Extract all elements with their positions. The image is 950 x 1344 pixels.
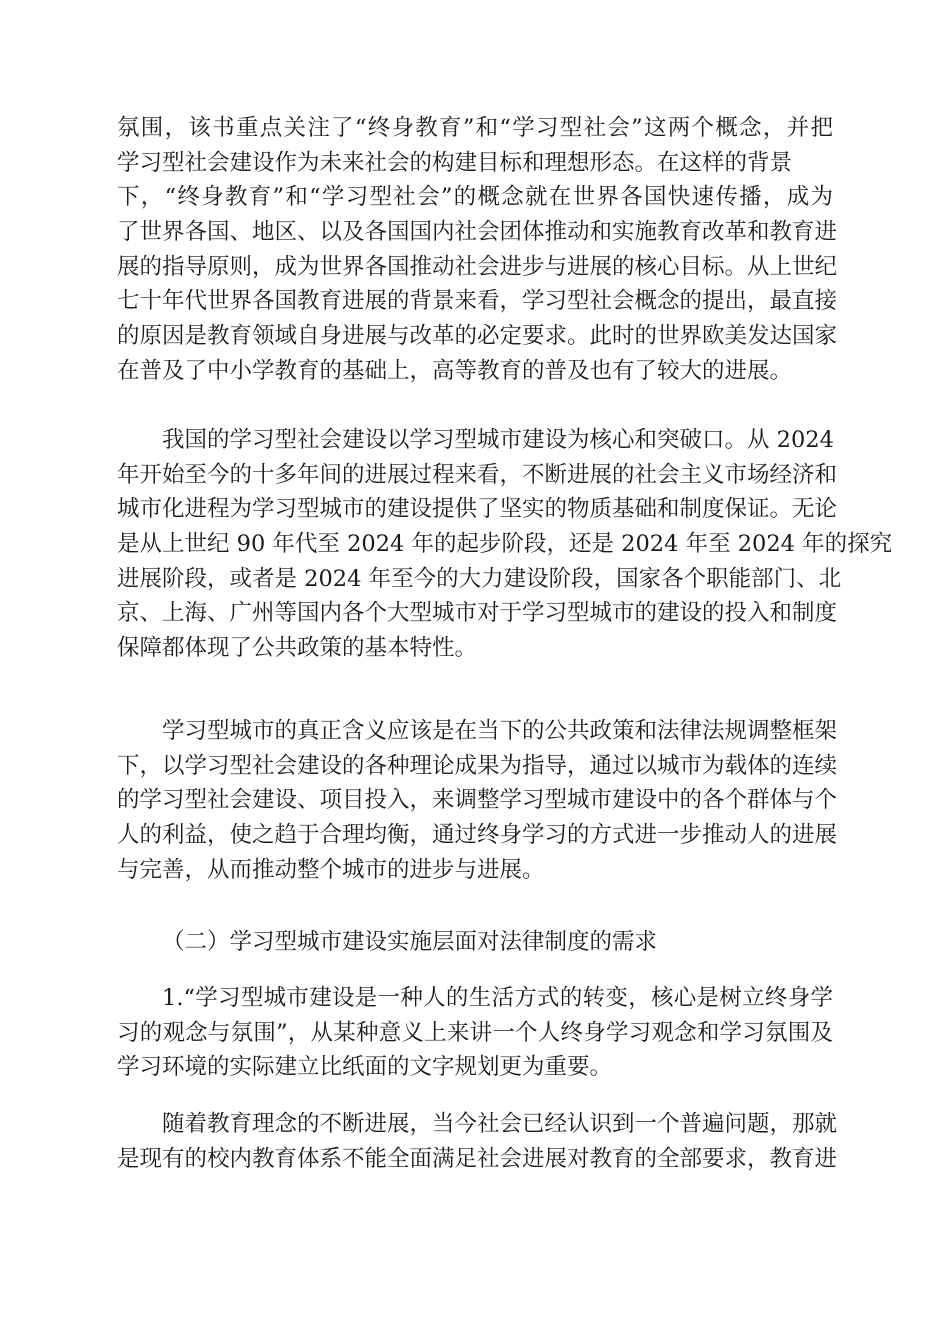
paragraph-5 [117, 1107, 838, 1176]
text-line: 是从上世纪 90 年代至 2024 年的起步阶段，还是 2024 年至 2024 年的探究 [117, 531, 893, 558]
text-line: 是现有的校内教育体系不能全面满足社会进展对教育的全部要求，教育进 [117, 1145, 838, 1172]
paragraph-1 [117, 111, 838, 389]
text-line: 人的利益，使之趋于合理均衡，通过终身学习的方式进一步推动人的进展 [117, 822, 838, 849]
text-line: 习的观念与氛围”，从某种意义上来讲一个人终身学习观念和学习氛围及 [117, 1019, 833, 1046]
text-line: 在普及了中小学教育的基础上，高等教育的普及也有了较大的进展。 [117, 357, 793, 384]
text-line: 随着教育理念的不断进展，当今社会已经认识到一个普遍问题，那就 [162, 1111, 838, 1137]
paragraph-4 [117, 981, 833, 1085]
text-line: 我国的学习型社会建设以学习型城市建设为核心和突破口。从 2024 [162, 427, 834, 453]
text-line: 的学习型社会建设、项目投入，来调整学习型城市建设中的各个群体与个 [117, 787, 838, 814]
heading-line: （二）学习型城市建设实施层面对法律制度的需求 [162, 929, 658, 955]
paragraph-2 [117, 423, 893, 666]
text-line: 与完善，从而推动整个城市的进步与进展。 [117, 856, 545, 883]
text-line: 的原因是教育领域自身进展与改革的必定要求。此时的世界欧美发达国家 [117, 323, 838, 350]
text-line: 学习型社会建设作为未来社会的构建目标和理想形态。在这样的背景 [117, 149, 793, 176]
text-line: 保障都体现了公共政策的基本特性。 [117, 635, 478, 662]
text-line: 氛围，该书重点关注了“终身教育”和“学习型社会”这两个概念，并把 [117, 115, 833, 141]
text-line: 下，“终身教育”和“学习型社会”的概念就在世界各国快速传播，成为 [117, 184, 833, 211]
text-line: 了世界各国、地区、以及各国国内社会团体推动和实施教育改革和教育进 [117, 219, 838, 246]
text-line: 进展阶段，或者是 2024 年至今的大力建设阶段，国家各个职能部门、北 [117, 565, 842, 592]
text-line: 1.“学习型城市建设是一种人的生活方式的转变，核心是树立终身学 [162, 985, 833, 1011]
section-heading [117, 925, 833, 960]
paragraph-3 [117, 714, 838, 887]
text-line: 京、上海、广州等国内各个大型城市对于学习型城市的建设的投入和制度 [117, 600, 838, 627]
text-line: 七十年代世界各国教育进展的背景来看，学习型社会概念的提出，最直接 [117, 288, 838, 315]
text-line: 城市化进程为学习型城市的建设提供了坚实的物质基础和制度保证。无论 [117, 496, 838, 523]
text-line: 学习环境的实际建立比纸面的文字规划更为重要。 [117, 1054, 613, 1081]
text-line: 学习型城市的真正含义应该是在当下的公共政策和法律法规调整框架 [162, 718, 838, 744]
text-line: 展的指导原则，成为世界各国推动社会进步与进展的核心目标。从上世纪 [117, 253, 838, 280]
text-line: 年开始至今的十多年间的进展过程来看，不断进展的社会主义市场经济和 [117, 461, 838, 488]
text-line: 下，以学习型社会建设的各种理论成果为指导，通过以城市为载体的连续 [117, 752, 838, 779]
